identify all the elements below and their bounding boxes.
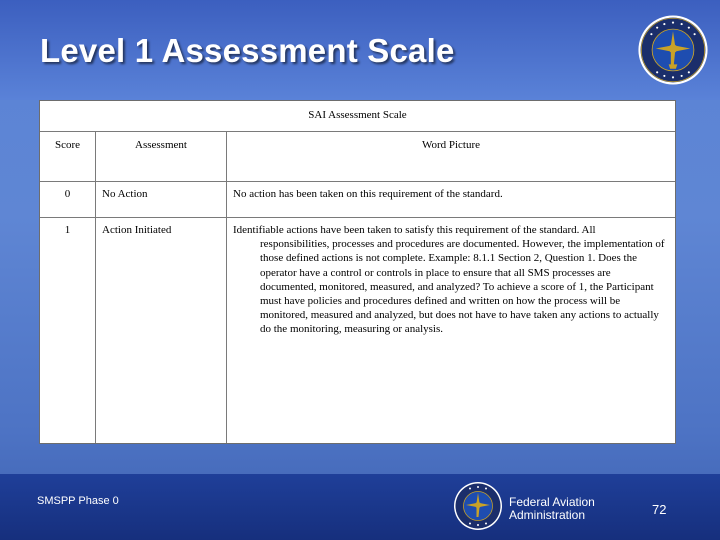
row-score: 1	[64, 224, 71, 236]
faa-seal-icon	[453, 481, 503, 531]
row-divider	[40, 181, 675, 182]
row-word-picture: No action has been taken on this requirement of the standard.	[233, 188, 503, 200]
row-assessment: No Action	[102, 188, 148, 200]
agency-name: Federal Aviation Administration	[509, 495, 595, 522]
column-divider	[95, 132, 96, 443]
row-divider	[40, 217, 675, 218]
program-label: SMSPP Phase 0	[37, 495, 119, 507]
header-assessment: Assessment	[135, 139, 187, 151]
row-score: 0	[64, 188, 71, 200]
header-score: Score	[54, 139, 81, 151]
table-caption: SAI Assessment Scale	[40, 101, 675, 132]
row-word-picture	[233, 223, 665, 337]
page-number: 72	[652, 502, 667, 517]
word-picture-first-line: Identifiable actions have been taken to satisfy this requirement of the standard. All	[233, 224, 596, 236]
column-divider	[226, 132, 227, 443]
assessment-scale-table	[39, 100, 676, 444]
faa-seal-icon	[637, 14, 709, 86]
row-assessment: Action Initiated	[102, 224, 172, 236]
slide-title: Level 1 Assessment Scale	[40, 32, 455, 69]
word-picture-continuation: responsibilities, processes and procedures are documented. However, the implementation of those defined actions is not complete. Example: 8.1.1 Section 2, Question 1. Does the operator have a control or controls in place to ensure that all SMS processes are documented, monitored, measured, and analyzed? To achieve a score of 1, the Participant must have policies and procedures defined and written on how the process will be monitored, measured and analyzed, but does not have to have taken any actions to actually do the monitoring, measuring or analysis.	[260, 238, 665, 336]
header-word-picture: Word Picture	[421, 139, 481, 151]
